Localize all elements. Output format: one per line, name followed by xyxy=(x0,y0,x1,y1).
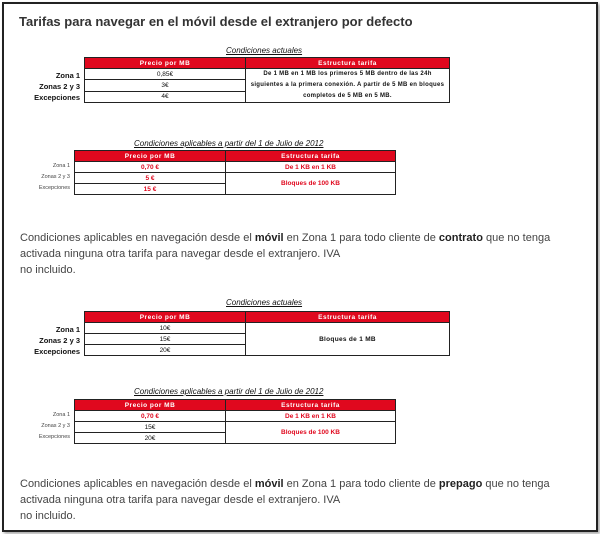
row-label-excepciones: Excepciones xyxy=(34,93,80,102)
price-cell: 0,70 € xyxy=(75,162,226,173)
page-title: Tarifas para navegar en el móvil desde el extranjero por defecto xyxy=(19,14,413,29)
paragraph-emphasis: prepago xyxy=(438,478,483,490)
content-frame xyxy=(2,2,598,532)
paragraph-text: no incluido. xyxy=(20,264,76,276)
row-label-zonas23: Zonas 2 y 3 xyxy=(41,423,70,429)
paragraph-text: que no tenga activada ninguna otra tarifa para navegar desde el extranjero. IVA xyxy=(20,478,550,506)
structure-cell: Bloques de 100 KB xyxy=(226,422,396,444)
price-cell: 20€ xyxy=(75,433,226,444)
paragraph-text: no incluido. xyxy=(20,510,76,522)
column-header-structure: Estructura tarifa xyxy=(226,151,396,162)
price-cell: 3€ xyxy=(85,80,246,91)
row-label-zonas23: Zonas 2 y 3 xyxy=(41,174,70,180)
row-label-excepciones: Excepciones xyxy=(38,185,70,191)
column-header-price: Precio por MB xyxy=(85,58,246,69)
price-cell: 10€ xyxy=(85,323,246,334)
table-caption: Condiciones aplicables a partir del 1 de Julio de 2012 xyxy=(134,139,324,148)
structure-cell: Bloques de 1 MB xyxy=(246,323,450,356)
row-label-zonas23: Zonas 2 y 3 xyxy=(39,82,80,91)
table-caption: Condiciones actuales xyxy=(226,298,303,307)
row-label-zona1: Zona 1 xyxy=(52,163,70,169)
rates-table-current-prepago xyxy=(84,311,450,356)
structure-cell: De 1 MB en 1 MB los primeros 5 MB dentro de las 24h siguientes a la primera conexión. A partir de 5 MB en bloques completos de 5 MB en 5 MB. xyxy=(246,69,450,103)
column-header-structure: Estructura tarifa xyxy=(246,58,450,69)
conditions-paragraph-contrato xyxy=(20,230,590,278)
price-cell: 4€ xyxy=(85,91,246,102)
column-header-price: Precio por MB xyxy=(75,400,226,411)
row-label-excepciones: Excepciones xyxy=(38,434,70,440)
column-header-price: Precio por MB xyxy=(75,151,226,162)
price-cell: 0,85€ xyxy=(85,69,246,80)
row-label-zonas23: Zonas 2 y 3 xyxy=(39,336,80,345)
structure-cell: De 1 KB en 1 KB xyxy=(226,411,396,422)
column-header-price: Precio por MB xyxy=(85,312,246,323)
rates-table-july-prepago xyxy=(74,399,396,444)
price-cell: 5 € xyxy=(75,173,226,184)
price-cell: 20€ xyxy=(85,345,246,356)
paragraph-text: Condiciones aplicables en navegación desde el xyxy=(20,478,255,490)
rates-table-current-contrato xyxy=(84,57,450,103)
paragraph-text: en Zona 1 para todo cliente de xyxy=(283,232,439,244)
table-caption: Condiciones actuales xyxy=(226,46,303,55)
paragraph-text: que no tenga activada ninguna otra tarifa para navegar desde el extranjero. IVA xyxy=(20,232,551,260)
column-header-structure: Estructura tarifa xyxy=(226,400,396,411)
paragraph-emphasis: móvil xyxy=(254,478,284,490)
paragraph-emphasis: móvil xyxy=(254,232,284,244)
column-header-structure: Estructura tarifa xyxy=(246,312,450,323)
conditions-paragraph-prepago xyxy=(20,476,590,524)
price-cell: 15 € xyxy=(75,184,226,195)
row-label-zona1: Zona 1 xyxy=(55,325,80,334)
row-label-zona1: Zona 1 xyxy=(55,71,80,80)
price-cell: 0,70 € xyxy=(75,411,226,422)
row-label-zona1: Zona 1 xyxy=(52,412,70,418)
price-cell: 15€ xyxy=(75,422,226,433)
table-caption: Condiciones aplicables a partir del 1 de Julio de 2012 xyxy=(134,387,324,396)
price-cell: 15€ xyxy=(85,334,246,345)
paragraph-emphasis: contrato xyxy=(438,232,483,244)
paragraph-text: Condiciones aplicables en navegación desde el xyxy=(20,232,255,244)
structure-cell: Bloques de 100 KB xyxy=(226,173,396,195)
paragraph-text: en Zona 1 para todo cliente de xyxy=(283,478,439,490)
row-label-excepciones: Excepciones xyxy=(34,347,80,356)
structure-cell: De 1 KB en 1 KB xyxy=(226,162,396,173)
rates-table-july-contrato xyxy=(74,150,396,195)
